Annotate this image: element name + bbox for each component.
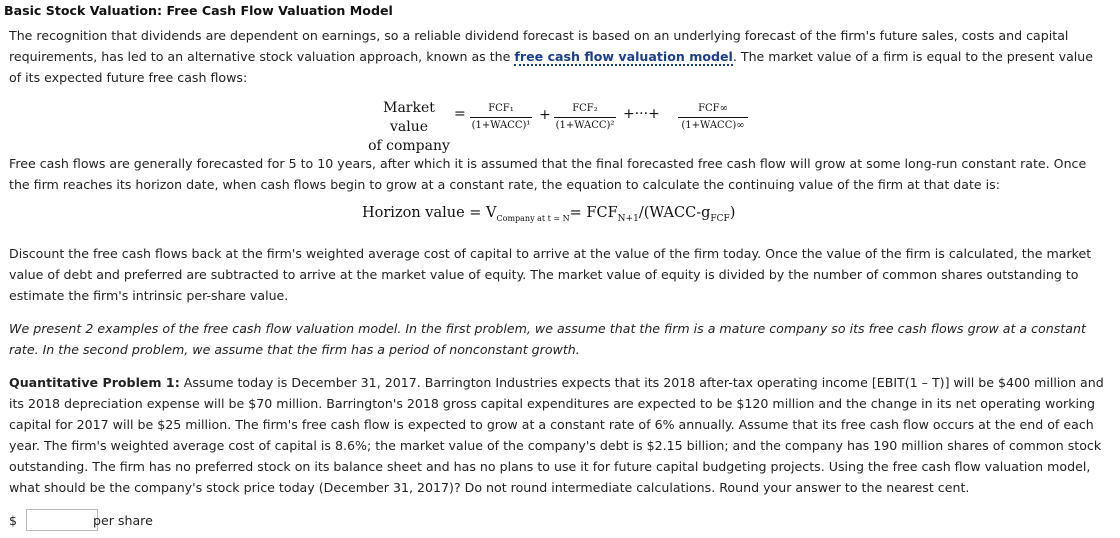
answer-input[interactable]	[26, 509, 98, 531]
equals-sign: =	[454, 106, 466, 122]
term1-denominator: (1+WACC)¹	[471, 120, 531, 131]
intro-text-before: The recognition that dividends are dependent on earnings, so a reliable dividend forecast is based on an underlying forecast of the firm's future sales, costs and capital requirements, has led to an alternative stock valuation approach, known as the	[9, 28, 1069, 64]
intro-text-after: . The market value of a firm is equal to the present value of its expected future free cash flows:	[9, 49, 1094, 85]
equation-lhs	[362, 99, 456, 156]
ellipsis-sign: +···+	[623, 106, 660, 122]
fraction-term-1	[470, 103, 532, 132]
plus-sign: +	[539, 107, 551, 123]
horizon-subscript-company: Company at t = N	[496, 214, 570, 223]
currency-symbol: $	[9, 513, 18, 528]
horizon-paragraph: Free cash flows are generally forecasted for 5 to 10 years, after which it is assumed that the final forecasted free cash flow will grow at some long-run constant rate. Once the firm reaches its horizon date, when cash flows begin to grow at a constant rate, the equation to calculate the continuing value of the firm at that date is:	[9, 156, 1087, 192]
horizon-value-equation	[362, 205, 735, 224]
horizon-subscript-n1: N+1	[617, 214, 639, 224]
term3-denominator: (1+WACC)∞	[681, 120, 745, 131]
horizon-subscript-fcf: FCF	[710, 214, 730, 224]
glossary-term-link[interactable]: free cash flow valuation model	[514, 49, 733, 64]
horizon-close: )	[729, 205, 736, 221]
term2-numerator: FCF₂	[554, 103, 616, 118]
answer-unit: per share	[93, 513, 153, 528]
horizon-mid: = FCF	[569, 205, 618, 221]
term2-denominator: (1+WACC)²	[555, 120, 615, 131]
term3-numerator: FCF∞	[678, 103, 748, 118]
page-title: Basic Stock Valuation: Free Cash Flow Valuation Model	[4, 3, 393, 18]
problem-label: Quantitative Problem 1:	[9, 375, 180, 390]
lhs-line2: of company	[368, 138, 450, 154]
discount-paragraph: Discount the free cash flows back at the firm's weighted average cost of capital to arrive at the value of the firm today. Once the value of the firm is calculated, the market value of debt and preferred are subtracted to arrive at the market value of equity. The market value of equity is divided by the number of common shares outstanding to estimate the firm's intrinsic per-share value.	[9, 246, 1092, 303]
horizon-prefix: Horizon value = V	[362, 205, 497, 221]
intro-paragraph	[9, 25, 1108, 88]
fraction-term-2	[554, 103, 616, 132]
fraction-term-infinity	[678, 103, 748, 132]
problem-text: Assume today is December 31, 2017. Barrington Industries expects that its 2018 after-tax operating income [EBIT(1 – T)] will be $400 million and its 2018 depreciation expense will be $70 million. Barrington's 2018 gross capital expenditures are expected to be $120 million and the change in its net operating working capital for 2017 will be $25 million. The firm's free cash flow is expected to grow at a constant rate of 6% annually. Assume that its free cash flow occurs at the end of each year. The firm's weighted average cost of capital is 8.6%; the market value of the company's debt is $2.15 billion; and the company has 190 million shares of common stock outstanding. The firm has no preferred stock on its balance sheet and has no plans to use it for future capital budgeting projects. Using the free cash flow valuation model, what should be the company's stock price today (December 31, 2017)? Do not round intermediate calculations. Round your answer to the nearest cent.	[9, 375, 1104, 495]
lhs-line1: Market value	[383, 100, 435, 135]
problem-paragraph	[9, 372, 1108, 498]
examples-paragraph: We present 2 examples of the free cash flow valuation model. In the first problem, we assume that the firm is a mature company so its free cash flows grow at a constant rate. In the second problem, we assume that the firm has a period of nonconstant growth.	[9, 321, 1086, 357]
horizon-rest: /(WACC-g	[638, 205, 711, 221]
term1-numerator: FCF₁	[470, 103, 532, 118]
